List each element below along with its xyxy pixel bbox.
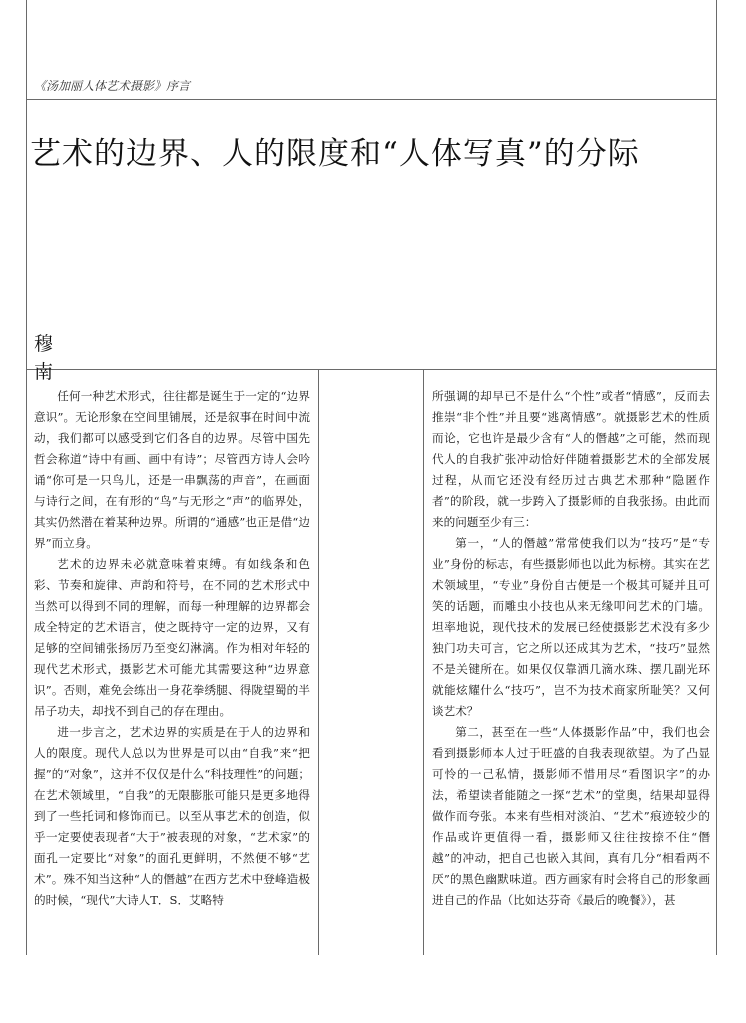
column-left-border-left: [26, 370, 27, 955]
text-column-right: [432, 386, 710, 911]
title-frame-right-rule: [716, 0, 717, 370]
paragraph: 第二，甚至在一些“人体摄影作品”中，我们也会看到摄影师本人过于旺盛的自我表现欲望。为了凸显可怜的一己私情，摄影师不惜用尽“看图识字”的办法，希望读者能随之一探“艺术”的堂奥，结果却显得做作而夸张。本来有些相对淡泊、“艺术”痕迹较少的作品或许更值得一看，摄影师又往往按捺不住“僭越”的冲动，把自己也嵌入其间，真有几分“相看两不厌”的黑色幽默味道。西方画家有时会将自己的形象画进自己的作品（比如达芬奇《最后的晚餐》），甚: [432, 725, 710, 907]
text-column-left: [34, 386, 310, 911]
column-left-border-right: [318, 370, 319, 955]
paragraph: 任何一种艺术形式，往往都是诞生于一定的“边界意识”。无论形象在空间里铺展，还是叙事在时间中流动，我们都可以感受到它们各自的边界。尽管中国先哲会称道“诗中有画、画中有诗”；尽管西方诗人会吟诵“你可是一只鸟儿，还是一串飘荡的声音”，在画面与诗行之间，在有形的“鸟”与无形之“声”的临界处，其实仍然潜在着某种边界。所谓的“通感”也正是借“边界”而立身。: [34, 389, 310, 550]
paragraph: 进一步言之，艺术边界的实质是在于人的边界和人的限度。现代人总以为世界是可以由“自我”来“把握”的“对象”，这并不仅仅是什么“科技理性”的问题；在艺术领域里，“自我”的无限膨胀可能只是更多地得到了一些托词和修饰而已。以至从事艺术的创造，似乎一定要使表现者“大于”被表现的对象，“艺术家”的面孔一定要比“对象”的面孔更鲜明，不然便不够“艺术”。殊不知当这种“人的僭越”在西方艺术中登峰造极的时候，“现代”大诗人T．S．艾略特: [34, 725, 310, 907]
column-right-border-right: [716, 370, 717, 955]
author-char: 南: [34, 361, 54, 383]
paragraph: 艺术的边界未必就意味着束缚。有如线条和色彩、节奏和旋律、声韵和符号，在不同的艺术形式中当然可以得到不同的理解，而每一种理解的边界都会成全特定的艺术语言，使之既持守一定的边界，又有足够的空间铺张扬厉乃至变幻淋漓。作为相对年轻的现代艺术形式，摄影艺术可能尤其需要这种“边界意识”。否则，难免会练出一身花拳绣腿、得陇望蜀的半吊子功夫，却找不到自己的存在理由。: [34, 557, 310, 718]
header-divider: [26, 99, 716, 100]
article-title: 艺术的边界、人的限度和“人体写真”的分际: [30, 136, 640, 172]
title-frame-bottom-rule: [26, 369, 716, 370]
series-caption: 《汤加丽人体艺术摄影》序言: [34, 79, 191, 93]
paragraph: 第一，“人的僭越”常常使我们以为“技巧”是“专业”身份的标志，有些摄影师也以此为标榜。其实在艺术领域里，“专业”身份自古便是一个极其可疑并且可笑的话题，而雕虫小技也从来无缘叩问艺术的门墙。坦率地说，现代技术的发展已经使摄影艺术没有多少独门功夫可言，它之所以还成其为艺术，“技巧”显然不是关键所在。如果仅仅靠洒几滴水珠、摆几副光环就能炫耀什么“技巧”，岂不为技术商家所耻笑？又何谈艺术？: [432, 536, 710, 718]
author-name: [34, 330, 60, 386]
title-frame-left-rule: [26, 0, 27, 370]
column-right-border-left: [423, 370, 424, 955]
paragraph: 所强调的却早已不是什么“个性”或者“情感”，反而去推崇“非个性”并且要“逃离情感”。就摄影艺术的性质而论，它也许是最少含有“人的僭越”之可能，然而现代人的自我扩张冲动恰好伴随着摄影艺术的全部发展过程，从而它还没有经历过古典艺术那种“隐匿作者”的阶段，就一步跨入了摄影师的自我张扬。由此而来的问题至少有三：: [432, 389, 710, 529]
author-char: 穆: [34, 333, 54, 355]
